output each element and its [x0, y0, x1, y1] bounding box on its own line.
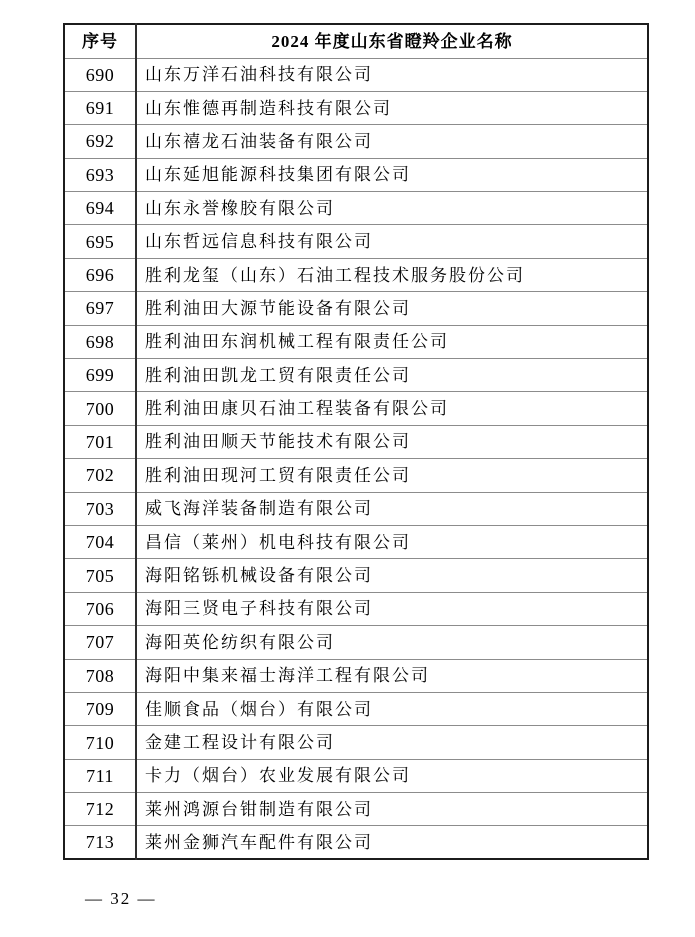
- company-name-cell: 胜利油田康贝石油工程装备有限公司: [136, 392, 648, 425]
- row-index-cell: 696: [64, 258, 136, 291]
- table-row: [64, 559, 648, 592]
- table-row: [64, 592, 648, 625]
- company-name-cell: 胜利油田现河工贸有限责任公司: [136, 459, 648, 492]
- table-header-row: [64, 24, 648, 58]
- row-index-cell: 703: [64, 492, 136, 525]
- company-name-cell: 海阳铭铄机械设备有限公司: [136, 559, 648, 592]
- row-index-cell: 690: [64, 58, 136, 91]
- company-name-cell: 山东永誉橡胶有限公司: [136, 192, 648, 225]
- row-index-cell: 705: [64, 559, 136, 592]
- row-index-cell: 694: [64, 192, 136, 225]
- company-name-cell: 昌信（莱州）机电科技有限公司: [136, 525, 648, 558]
- row-index-cell: 695: [64, 225, 136, 258]
- company-name-cell: 胜利龙玺（山东）石油工程技术服务股份公司: [136, 258, 648, 291]
- table-row: [64, 225, 648, 258]
- row-index-cell: 707: [64, 626, 136, 659]
- company-name-cell: 佳顺食品（烟台）有限公司: [136, 692, 648, 725]
- company-name-cell: 威飞海洋装备制造有限公司: [136, 492, 648, 525]
- row-index-cell: 691: [64, 91, 136, 124]
- company-name-cell: 山东哲远信息科技有限公司: [136, 225, 648, 258]
- table-row: [64, 325, 648, 358]
- row-index-cell: 710: [64, 726, 136, 759]
- company-name-cell: 山东惟德再制造科技有限公司: [136, 91, 648, 124]
- table-row: [64, 392, 648, 425]
- table-row: [64, 459, 648, 492]
- row-index-cell: 702: [64, 459, 136, 492]
- table-row: [64, 58, 648, 91]
- table-row: [64, 726, 648, 759]
- row-index-cell: 709: [64, 692, 136, 725]
- row-index-cell: 713: [64, 826, 136, 859]
- table-row: [64, 158, 648, 191]
- company-name-cell: 胜利油田大源节能设备有限公司: [136, 292, 648, 325]
- row-index-cell: 700: [64, 392, 136, 425]
- company-name-cell: 山东延旭能源科技集团有限公司: [136, 158, 648, 191]
- page-number: — 32 —: [85, 889, 157, 908]
- company-name-cell: 山东禧龙石油装备有限公司: [136, 125, 648, 158]
- company-name-cell: 胜利油田顺天节能技术有限公司: [136, 425, 648, 458]
- gazelle-enterprise-table: [63, 23, 649, 860]
- table-row: [64, 525, 648, 558]
- row-index-cell: 708: [64, 659, 136, 692]
- company-name-cell: 山东万洋石油科技有限公司: [136, 58, 648, 91]
- column-header-index: 序号: [64, 24, 136, 58]
- company-name-cell: 莱州金狮汽车配件有限公司: [136, 826, 648, 859]
- table-row: [64, 292, 648, 325]
- table-row: [64, 425, 648, 458]
- row-index-cell: 699: [64, 359, 136, 392]
- company-name-cell: 胜利油田东润机械工程有限责任公司: [136, 325, 648, 358]
- row-index-cell: 712: [64, 793, 136, 826]
- row-index-cell: 706: [64, 592, 136, 625]
- table-row: [64, 192, 648, 225]
- table-row: [64, 793, 648, 826]
- table-row: [64, 759, 648, 792]
- table-row: [64, 125, 648, 158]
- column-header-enterprise-name: 2024 年度山东省瞪羚企业名称: [136, 24, 648, 58]
- table-row: [64, 359, 648, 392]
- company-name-cell: 海阳中集来福士海洋工程有限公司: [136, 659, 648, 692]
- row-index-cell: 711: [64, 759, 136, 792]
- table-row: [64, 258, 648, 291]
- row-index-cell: 704: [64, 525, 136, 558]
- table-row: [64, 626, 648, 659]
- row-index-cell: 701: [64, 425, 136, 458]
- table-row: [64, 91, 648, 124]
- row-index-cell: 698: [64, 325, 136, 358]
- row-index-cell: 697: [64, 292, 136, 325]
- table-row: [64, 659, 648, 692]
- company-name-cell: 莱州鸿源台钳制造有限公司: [136, 793, 648, 826]
- row-index-cell: 693: [64, 158, 136, 191]
- company-name-cell: 海阳英伦纺织有限公司: [136, 626, 648, 659]
- company-name-cell: 金建工程设计有限公司: [136, 726, 648, 759]
- table-body: [64, 58, 648, 859]
- company-name-cell: 海阳三贤电子科技有限公司: [136, 592, 648, 625]
- company-name-cell: 胜利油田凯龙工贸有限责任公司: [136, 359, 648, 392]
- table-row: [64, 692, 648, 725]
- row-index-cell: 692: [64, 125, 136, 158]
- company-name-cell: 卡力（烟台）农业发展有限公司: [136, 759, 648, 792]
- table-row: [64, 826, 648, 859]
- table-row: [64, 492, 648, 525]
